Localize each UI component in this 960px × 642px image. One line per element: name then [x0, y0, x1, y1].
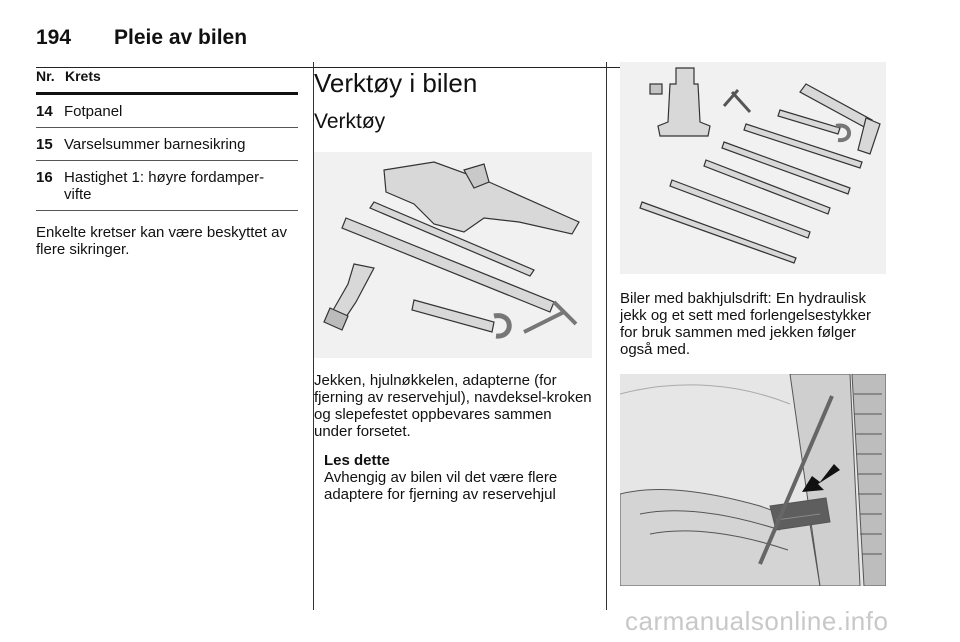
- chapter-title: Pleie av bilen: [114, 26, 248, 49]
- row-circuit: Varselsummer barnesikring: [64, 136, 246, 153]
- tools-illustration: [314, 152, 592, 358]
- tools-drawing: [314, 152, 592, 358]
- rwd-column: [620, 62, 888, 586]
- table-row: [36, 161, 298, 210]
- fuse-table-header: [36, 62, 298, 92]
- fuse-table-column: [36, 62, 298, 258]
- section-subtitle: Verktøy: [314, 110, 386, 133]
- column-divider-2: [606, 62, 607, 610]
- watermark: carmanualsonline.info: [625, 606, 889, 636]
- row-number: 16: [36, 169, 53, 186]
- table-row: [36, 128, 298, 161]
- row-number: 14: [36, 103, 53, 120]
- col-header-nr: Nr.: [36, 68, 55, 84]
- tools-column: [314, 62, 594, 503]
- row-number: 15: [36, 136, 53, 153]
- hydraulic-jack-illustration: [620, 62, 886, 274]
- table-row: [36, 95, 298, 128]
- page-number: 194: [36, 26, 72, 49]
- page-header: [36, 18, 884, 52]
- note-text: Avhengig av bilen vil det være flere adaptere for fjerning av reservehjul: [324, 469, 558, 503]
- table-bottom-rule: [36, 210, 298, 211]
- tools-description: Jekken, hjulnøkkelen, adapterne (for fjerning av reservehjul), navdeksel-kroken og slepefestet oppbevares sammen under forsetet.: [314, 372, 592, 440]
- row-circuit: Hastighet 1: høyre fordamper-vifte: [64, 169, 265, 203]
- note-box: [324, 452, 594, 503]
- row-circuit: Fotpanel: [64, 103, 123, 120]
- note-title: Les dette: [324, 452, 390, 469]
- hydraulic-jack: [658, 68, 710, 136]
- under-seat-illustration: [620, 374, 886, 586]
- section-title: Verktøy i bilen: [314, 68, 478, 98]
- hub-cap-hook: [412, 300, 494, 332]
- hydraulic-jack-drawing: [620, 62, 886, 274]
- under-seat-drawing: [620, 374, 886, 586]
- col-header-circuit: Krets: [65, 68, 101, 84]
- fuse-note: Enkelte kretser kan være beskyttet av flere sikringer.: [36, 224, 287, 258]
- rwd-description: Biler med bakhjulsdrift: En hydraulisk jekk og et sett med forlengelsestykker for bruk sammen med jekken følger også med.: [620, 290, 871, 358]
